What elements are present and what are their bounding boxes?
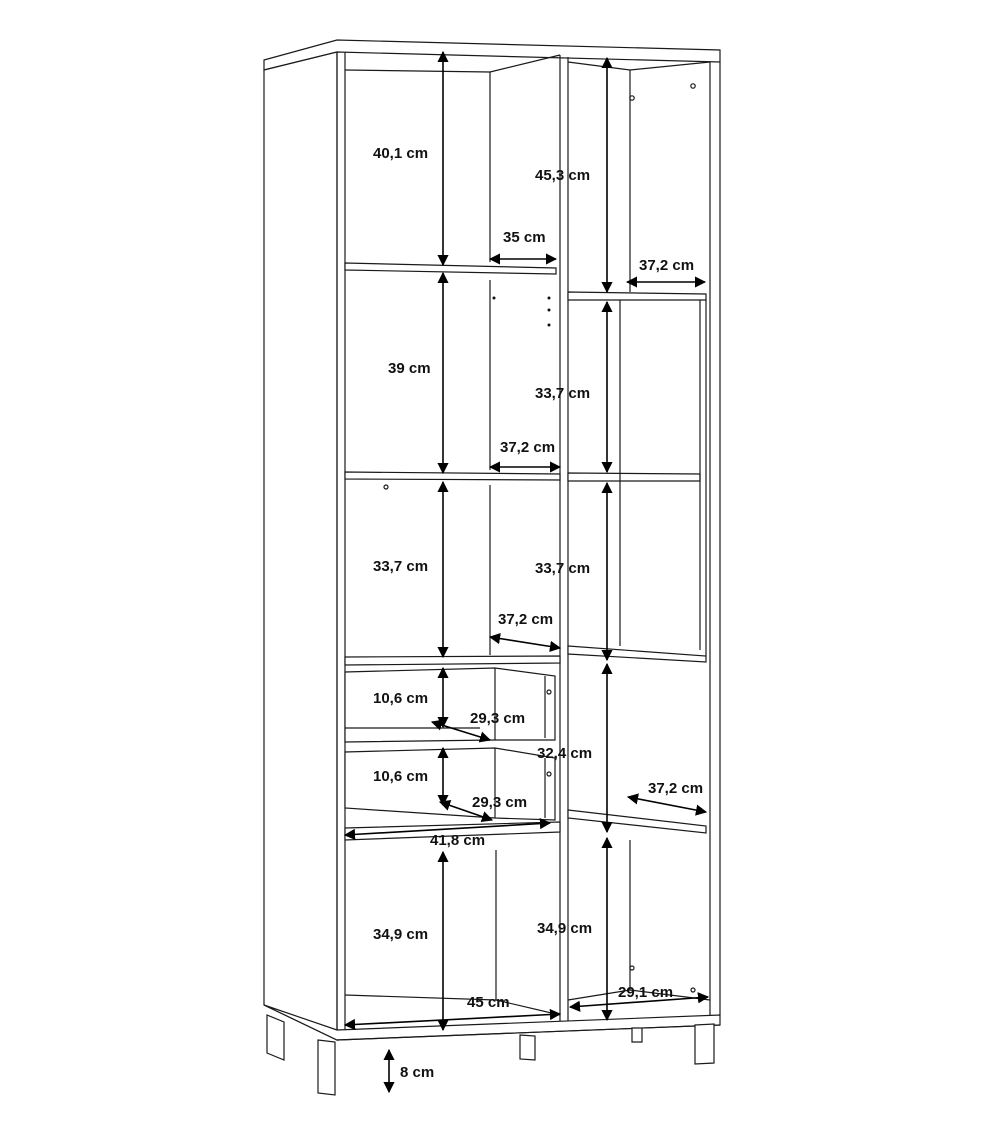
- dim-drawer-2-height: 10,6 cm: [373, 768, 429, 785]
- left-side-panel: [264, 52, 337, 1040]
- dim-right-third-height: 33,7 cm: [535, 560, 591, 577]
- leg-back-center: [520, 1035, 535, 1060]
- dim-left-lower-shelf-depth: 37,2 cm: [498, 611, 554, 628]
- dim-drawer-width: 41,8 cm: [430, 832, 486, 849]
- dim-left-third-height: 33,7 cm: [373, 558, 429, 575]
- leg-front-right: [695, 1024, 714, 1064]
- shelf-left-2: [345, 472, 560, 480]
- dim-right-fourth-height: 32,4 cm: [537, 745, 593, 762]
- leg-front-center: [318, 1040, 335, 1095]
- leg-front-left: [267, 1015, 284, 1060]
- dim-right-bottom-width: 29,1 cm: [618, 984, 674, 1001]
- dim-left-top-height: 40,1 cm: [373, 145, 429, 162]
- dimension-labels: [373, 145, 703, 1081]
- dim-leg-height: 8 cm: [400, 1064, 435, 1081]
- shelf-right-4: [568, 810, 706, 833]
- dim-left-upper-shelf-depth: 35 cm: [503, 229, 546, 246]
- dim-drawer-1-depth: 29,3 cm: [470, 710, 526, 727]
- dim-left-bottom-width: 45 cm: [467, 994, 510, 1011]
- dim-right-lower-shelf-depth: 37,2 cm: [648, 780, 704, 797]
- cabinet-body: [264, 40, 720, 1040]
- dim-right-bottom-height: 34,9 cm: [537, 920, 593, 937]
- dim-drawer-2-depth: 29,3 cm: [472, 794, 528, 811]
- dim-right-second-height: 33,7 cm: [535, 385, 591, 402]
- leg-back-right: [632, 1028, 642, 1042]
- dim-left-middle-shelf-depth: 37,2 cm: [500, 439, 556, 456]
- shelf-left-3: [345, 656, 560, 665]
- shelf-right-3: [568, 646, 706, 662]
- shelf-right-2: [568, 473, 700, 481]
- hardware-dots: [384, 84, 695, 992]
- dim-drawer-1-height: 10,6 cm: [373, 690, 429, 707]
- dim-left-bottom-height: 34,9 cm: [373, 926, 429, 943]
- shelf-right-1: [568, 292, 706, 300]
- shelf-left-1: [345, 263, 556, 274]
- dim-left-second-height: 39 cm: [388, 360, 431, 377]
- dim-right-upper-shelf-depth: 37,2 cm: [639, 257, 695, 274]
- dim-right-top-height: 45,3 cm: [535, 167, 591, 184]
